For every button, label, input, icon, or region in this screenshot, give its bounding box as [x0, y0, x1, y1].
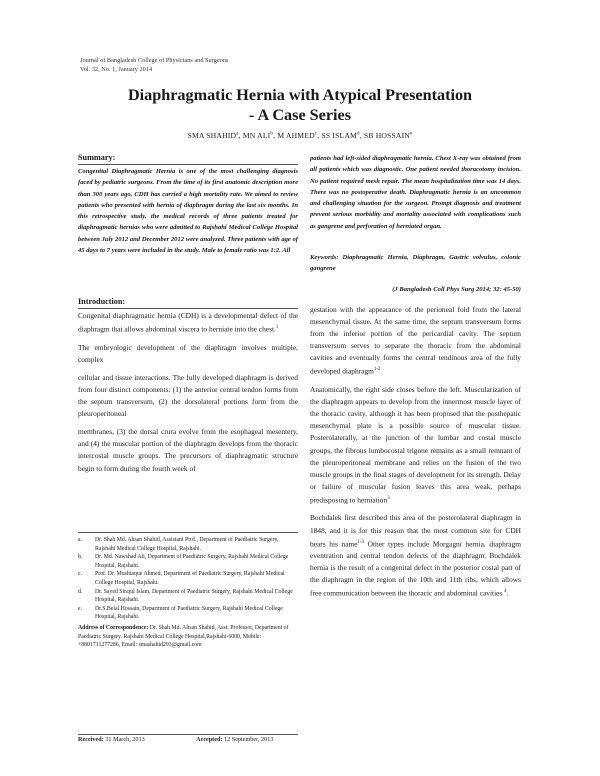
author-list: SMA SHAHID$^a$, MN ALI$^b$, M AHMED$^c$, SS ISLAM$^d$, SB HOSSAIN$^e$ [187, 131, 413, 140]
intro-p1-text: Congenital diaphragmatic hernia (CDH) is a developmental defect of the diaphragm that allows abdominal viscera to herniate into the chest. [78, 311, 298, 334]
author-name: SS ISLAM [321, 131, 357, 140]
correspondence-label: Address of Correspondence: [78, 624, 149, 631]
footnote-text: Prof. Dr. Mushtaque Ahmed, Department of Paediatric Surgery, Rajshahi Medical College Hospital, Rajshahi. [95, 571, 285, 586]
reference-mark: 3 [387, 495, 390, 501]
reference-mark: 4 [504, 589, 507, 595]
keywords [310, 252, 521, 275]
journal-header [80, 56, 228, 74]
author-affiliation-mark: e [410, 131, 413, 137]
footnotes [78, 536, 298, 650]
accepted [196, 736, 273, 745]
footnote-letter: a. [78, 537, 83, 543]
author-name: SMA SHAHID [187, 131, 237, 140]
received-date: 31 March, 2013 [105, 736, 145, 743]
article-dates [78, 736, 298, 745]
dates-rule [78, 734, 298, 735]
citation: (J Bangladesh Coll Phys Surg 2014; 32: 45-50) [392, 286, 521, 293]
footnote-letter: e. [78, 605, 83, 612]
journal-volume: Vol. 32, No. 1, January 2014 [80, 66, 153, 73]
summary-heading: Summary: [78, 153, 116, 162]
footnote-item [78, 588, 298, 605]
right-column-body [310, 304, 521, 606]
body-text: Bochdalek first described this area of the posterolateral diaphragm in 1848, and it is for this reason that the most common site for CDH bears his name [310, 513, 521, 549]
accepted-label: Accepted: [196, 736, 223, 743]
intro-body [78, 310, 298, 481]
keywords-text: Diaphragmatic Hernia, Diaphragm, Gastric volvulus, colonic gangrene [310, 254, 521, 273]
correspondence-text: Dr. Shah Md. Ahsan Shahid, Asst. Professor, Department of Paediatric Surgery. Rajshahi Medical College Hospital,Rajshahi-6000, Mobile: +8801711277286, Email: smashahid293@gmail.com [78, 624, 289, 649]
author-affiliation-mark: a [236, 131, 239, 137]
article-title-line1: Diaphragmatic Hernia with Atypical Presentation [127, 86, 473, 104]
body-paragraph [310, 304, 521, 378]
author-affiliation-mark: d [357, 131, 360, 137]
body-text: gestation with the appearance of the perioneal fold from the lateral mesenchymal tissue. At the same time, the septum transversum forms from the inferior portion of the pericardial cavity. The septum transversum serves to separate the thoracic from the abdominal cavities and eventually forms the central tendinous area of the fully developed diaphragm [310, 305, 521, 376]
footnote-letter: b. [78, 554, 83, 561]
body-text: . [506, 588, 509, 598]
keywords-label: Keywords: [310, 254, 339, 261]
intro-paragraph: membranes, (3) the dorsal crura evolve from the esophageal mesentery, and (4) the muscular portion of the diaphragm develops from the thoracic intercostal muscle groups. The precursors of diaphragmatic structure begin to form during the fourth week of [78, 427, 298, 473]
received-label: Received: [78, 736, 104, 743]
footnote-text: Dr. Md. Nawshad Ali, Department of Paediatric Surgery, Rajshahi Medical College Hospital, Rajshahi. [95, 554, 289, 569]
correspondence [78, 624, 298, 650]
footnote-letter: c. [78, 571, 83, 578]
footnote-item [78, 553, 298, 570]
reference-mark: 1-3 [357, 539, 364, 545]
article-title-line2: - A Case Series [248, 106, 352, 124]
author-affiliation-mark: c [314, 131, 318, 137]
summary-text-left: Congenital Diaphragmatic Hernia is one of the most challenging diagnosis faced by pediatric surgeons. From the time of its first anatomic description more than 300 years ago, CDH has carried a high mortality rate. We aimed to review patients who presented with hernia of diaphragm during the last six months. In this retrospective study, the medical records of three patients treated for diaphragmatic hernias who were admitted to Rajshahi Medical College Hospital between July 2012 and December 2012 were analyzed. Three patients with age of 45 days to 7 years were included in the study. Male to female ratio was 1:2. All [78, 168, 298, 255]
intro-paragraph: The embryologic development of the diaphragm involves multiple, complex [78, 342, 298, 364]
footnote-text: Dr. Sayed Sirajul Islam, Department of Paediatric Surgery, Rajshahi Medical College Hospital, Rajshahi. [95, 588, 293, 604]
author-name: SB HOSSAIN [363, 131, 411, 140]
footnote-item [78, 605, 298, 622]
summary-rule [78, 164, 298, 165]
intro-paragraph [78, 310, 298, 336]
journal-name: Journal of Bangladesh College of Physicians and Surgeons [80, 57, 229, 64]
intro-rule [78, 308, 298, 309]
reference-mark: 1-2 [373, 367, 381, 373]
body-text: Anatomically, the right side closes before the left. Muscularization of the diaphragm appears to develop from the innermost muscle layer of the thoracic cavity, although it has been proposed that the posthepatic mesenchymal plate is a possible source of muscular tissue. Posterolaterally, at the junction of the lumbar and costal muscle groups, the fibrous lumbocostal trigone remains as a small remnant of the pleuroperitoneal membrane and relies on the fusion of the two muscle groups in the final stages of development for its strength. Delay or failure of muscular fusion leaves this area weak, perhaps predisposing to herniation [310, 385, 521, 505]
footnote-item [78, 570, 298, 587]
intro-paragraph: cellular and tissue interactions. The fully developed diaphragm is derived from four distinct components: (1) the anterior central tendon forms from the septum transversum, (2) the dorsolateral portions form from the pleuroperitoneal [78, 372, 298, 419]
footnote-text: Dr.S.Belal Hossain, Department of Paediatric Surgery, Rajshahi Medical College Hospital, Rajshahi. [95, 605, 283, 621]
body-paragraph [310, 512, 521, 600]
reference-mark: 1 [275, 325, 279, 331]
footnote-rule [78, 532, 298, 533]
author-name: MN ALI [242, 131, 271, 140]
author-name: M AHMED [277, 131, 315, 140]
accepted-date: 12 September, 2013 [224, 736, 274, 743]
summary-text-right: patients had left-sided diaphragmatic hernia. Chest X-ray was obtained from all patients which was diagnostic. One patient needed thoracotomy incision. No patient required mesh repair. The mean hospitalization time was 14 days. There was no postoperative death. Diaphragmatic hernia is an uncommon and challenging situation for the surgeon. Prompt diagnosis and treatment prevent serious morbidity and mortality associated with complications such as gangrene and perforation of herniated organ. [310, 155, 521, 230]
footnote-letter: d. [78, 588, 83, 595]
author-affiliation-mark: b [270, 131, 274, 137]
footnote-text: Dr. Shah Md. Ahsan Shahid, Assistant Prof., Department of Paediatric Surgery, Rajshahi Medical College Hospital, Rajshahi. [95, 537, 279, 552]
body-paragraph [310, 384, 521, 506]
footnote-item [78, 536, 298, 553]
body-text: Other types include Morgagni hernia, diaphragm eventration and central tendon defects of the diaphragm. Bochdalek hernia is the result of a congenital defect in the posterior costal part of the diaphragm in the region of the 10th and 11th ribs, which allows free communication between the thoracic and abdominal cavities [310, 539, 522, 598]
intro-heading: Introduction: [78, 297, 126, 306]
